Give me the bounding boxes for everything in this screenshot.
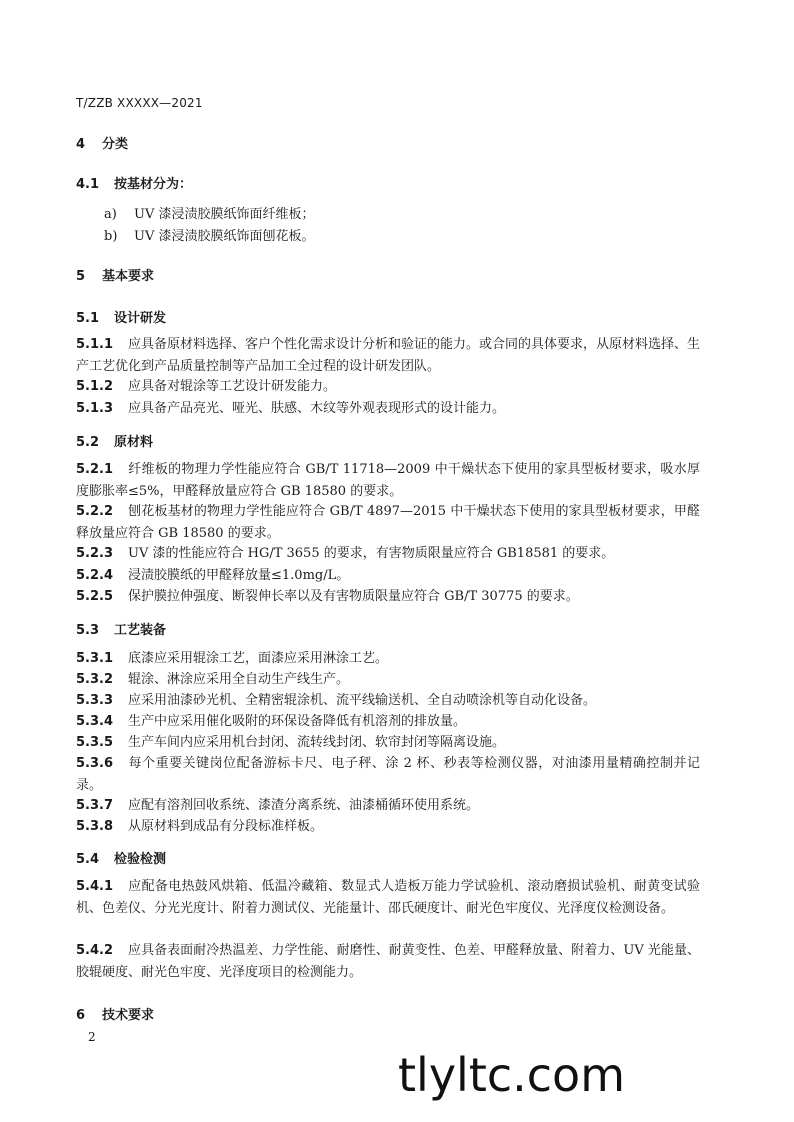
- clause-text: 生产中应采用催化吸附的环保设备降低有机溶剂的排放量。: [128, 714, 467, 729]
- section-number: 5: [76, 269, 86, 284]
- clause-5-2-2: [76, 501, 700, 545]
- clause-text: 应配备电热鼓风烘箱、低温冷藏箱、数显式人造板万能力学试验机、滚动磨损试验机、耐黄变试验机、色差仪、分光光度计、附着力测试仪、光能量计、邵氏硬度计、耐光色牢度仪、光泽度仪检测设备。: [76, 879, 700, 916]
- clause-5-1-1: [76, 334, 700, 378]
- clause-text: 辊涂、淋涂应采用全自动生产线生产。: [128, 672, 350, 687]
- section-number: 6: [76, 1008, 86, 1023]
- list-item: [104, 203, 314, 222]
- document-code: T/ZZB XXXXX—2021: [76, 96, 203, 110]
- section-5-1-heading: [76, 307, 166, 326]
- section-number: 4.1: [76, 177, 100, 192]
- clause-number: 5.3.1: [76, 651, 114, 666]
- section-number: 4: [76, 137, 86, 152]
- clause-number: 5.2.4: [76, 568, 114, 583]
- clause-number: 5.3.8: [76, 819, 114, 834]
- clause-5-2-3: [76, 543, 700, 565]
- section-5-3-heading: [76, 619, 166, 638]
- section-title: 技术要求: [102, 1008, 155, 1023]
- clause-number: 5.1.3: [76, 401, 114, 416]
- clause-5-4-2: [76, 940, 700, 984]
- clause-number: 5.4.2: [76, 943, 114, 958]
- section-6-heading: [76, 1004, 154, 1023]
- clause-5-3-3: [76, 690, 700, 712]
- clause-text: 从原材料到成品有分段标准样板。: [128, 819, 324, 834]
- clause-text: 应具备对辊涂等工艺设计研发能力。: [128, 379, 337, 394]
- clause-5-2-4: [76, 565, 700, 587]
- clause-text: 每个重要关键岗位配备游标卡尺、电子秤、涂 2 杯、秒表等检测仪器，对油漆用量精确控制并记录。: [76, 756, 700, 793]
- clause-5-3-5: [76, 732, 700, 754]
- clause-5-2-1: [76, 459, 700, 503]
- list-text: UV 漆浸渍胶膜纸饰面纤维板；: [134, 207, 315, 222]
- clause-5-4-1: [76, 876, 700, 920]
- clause-text: 应具备表面耐冷热温差、力学性能、耐磨性、耐黄变性、色差、甲醛释放量、附着力、UV 光能量、胶辊硬度、耐光色牢度、光泽度项目的检测能力。: [76, 943, 700, 980]
- clause-number: 5.1.1: [76, 337, 114, 352]
- clause-number: 5.2.5: [76, 589, 114, 604]
- section-4-1-heading: [76, 173, 192, 192]
- section-5-4-heading: [76, 848, 166, 867]
- clause-number: 5.4.1: [76, 879, 114, 894]
- section-title: 基本要求: [102, 269, 155, 284]
- section-5-heading: [76, 265, 154, 284]
- clause-text: 生产车间内应采用机台封闭、流转线封闭、软帘封闭等隔离设施。: [128, 735, 506, 750]
- clause-number: 5.2.1: [76, 462, 114, 477]
- clause-number: 5.3.6: [76, 756, 114, 771]
- page-number: 2: [88, 1030, 96, 1044]
- clause-text: 应采用油漆砂光机、全精密辊涂机、流平线输送机、全自动喷涂机等自动化设备。: [128, 693, 597, 708]
- section-title: 设计研发: [114, 311, 167, 326]
- clause-number: 5.3.3: [76, 693, 114, 708]
- clause-5-3-1: [76, 648, 700, 670]
- section-number: 5.3: [76, 623, 100, 638]
- clause-number: 5.2.3: [76, 546, 114, 561]
- clause-number: 5.3.5: [76, 735, 114, 750]
- section-5-2-heading: [76, 431, 153, 450]
- clause-number: 5.3.4: [76, 714, 114, 729]
- clause-text: 应具备产品亮光、哑光、肤感、木纹等外观表现形式的设计能力。: [128, 401, 506, 416]
- clause-5-3-2: [76, 669, 700, 691]
- clause-text: 刨花板基材的物理力学性能应符合 GB/T 4897—2015 中干燥状态下使用的家具型板材要求，甲醛释放量应符合 GB 18580 的要求。: [76, 504, 700, 541]
- section-number: 5.1: [76, 311, 100, 326]
- section-title: 分类: [102, 137, 129, 152]
- list-marker: b): [104, 229, 118, 244]
- list-text: UV 漆浸渍胶膜纸饰面刨花板。: [134, 229, 315, 244]
- clause-text: UV 漆的性能应符合 HG/T 3655 的要求，有害物质限量应符合 GB18581 的要求。: [128, 546, 615, 561]
- watermark: tlyltc.com: [398, 1048, 626, 1102]
- section-title: 按基材分为：: [114, 177, 193, 192]
- section-number: 5.4: [76, 852, 100, 867]
- clause-text: 纤维板的物理力学性能应符合 GB/T 11718—2009 中干燥状态下使用的家具型板材要求，吸水厚度膨胀率≤5%，甲醛释放量应符合 GB 18580 的要求。: [76, 462, 700, 499]
- clause-5-3-8: [76, 816, 700, 838]
- clause-number: 5.3.2: [76, 672, 114, 687]
- clause-text: 底漆应采用辊涂工艺，面漆应采用淋涂工艺。: [128, 651, 389, 666]
- clause-5-3-6: [76, 753, 700, 797]
- section-4-heading: [76, 133, 128, 152]
- list-item: [104, 225, 314, 244]
- clause-text: 保护膜拉伸强度、断裂伸长率以及有害物质限量应符合 GB/T 30775 的要求。: [128, 589, 579, 604]
- clause-number: 5.2.2: [76, 504, 114, 519]
- clause-5-1-3: [76, 398, 700, 420]
- section-title: 原材料: [114, 435, 154, 450]
- clause-5-1-2: [76, 376, 700, 398]
- clause-5-3-7: [76, 795, 700, 817]
- clause-5-3-4: [76, 711, 700, 733]
- list-marker: a): [104, 207, 117, 222]
- clause-text: 应配有溶剂回收系统、漆渣分离系统、油漆桶循环使用系统。: [128, 798, 480, 813]
- clause-text: 浸渍胶膜纸的甲醛释放量≤1.0mg/L。: [128, 568, 350, 583]
- section-title: 工艺装备: [114, 623, 167, 638]
- section-number: 5.2: [76, 435, 100, 450]
- section-title: 检验检测: [114, 852, 167, 867]
- clause-number: 5.1.2: [76, 379, 114, 394]
- clause-text: 应具备原材料选择、客户个性化需求设计分析和验证的能力。或合同的具体要求，从原材料选择、生产工艺优化到产品质量控制等产品加工全过程的设计研发团队。: [76, 337, 701, 374]
- clause-number: 5.3.7: [76, 798, 114, 813]
- clause-5-2-5: [76, 586, 700, 608]
